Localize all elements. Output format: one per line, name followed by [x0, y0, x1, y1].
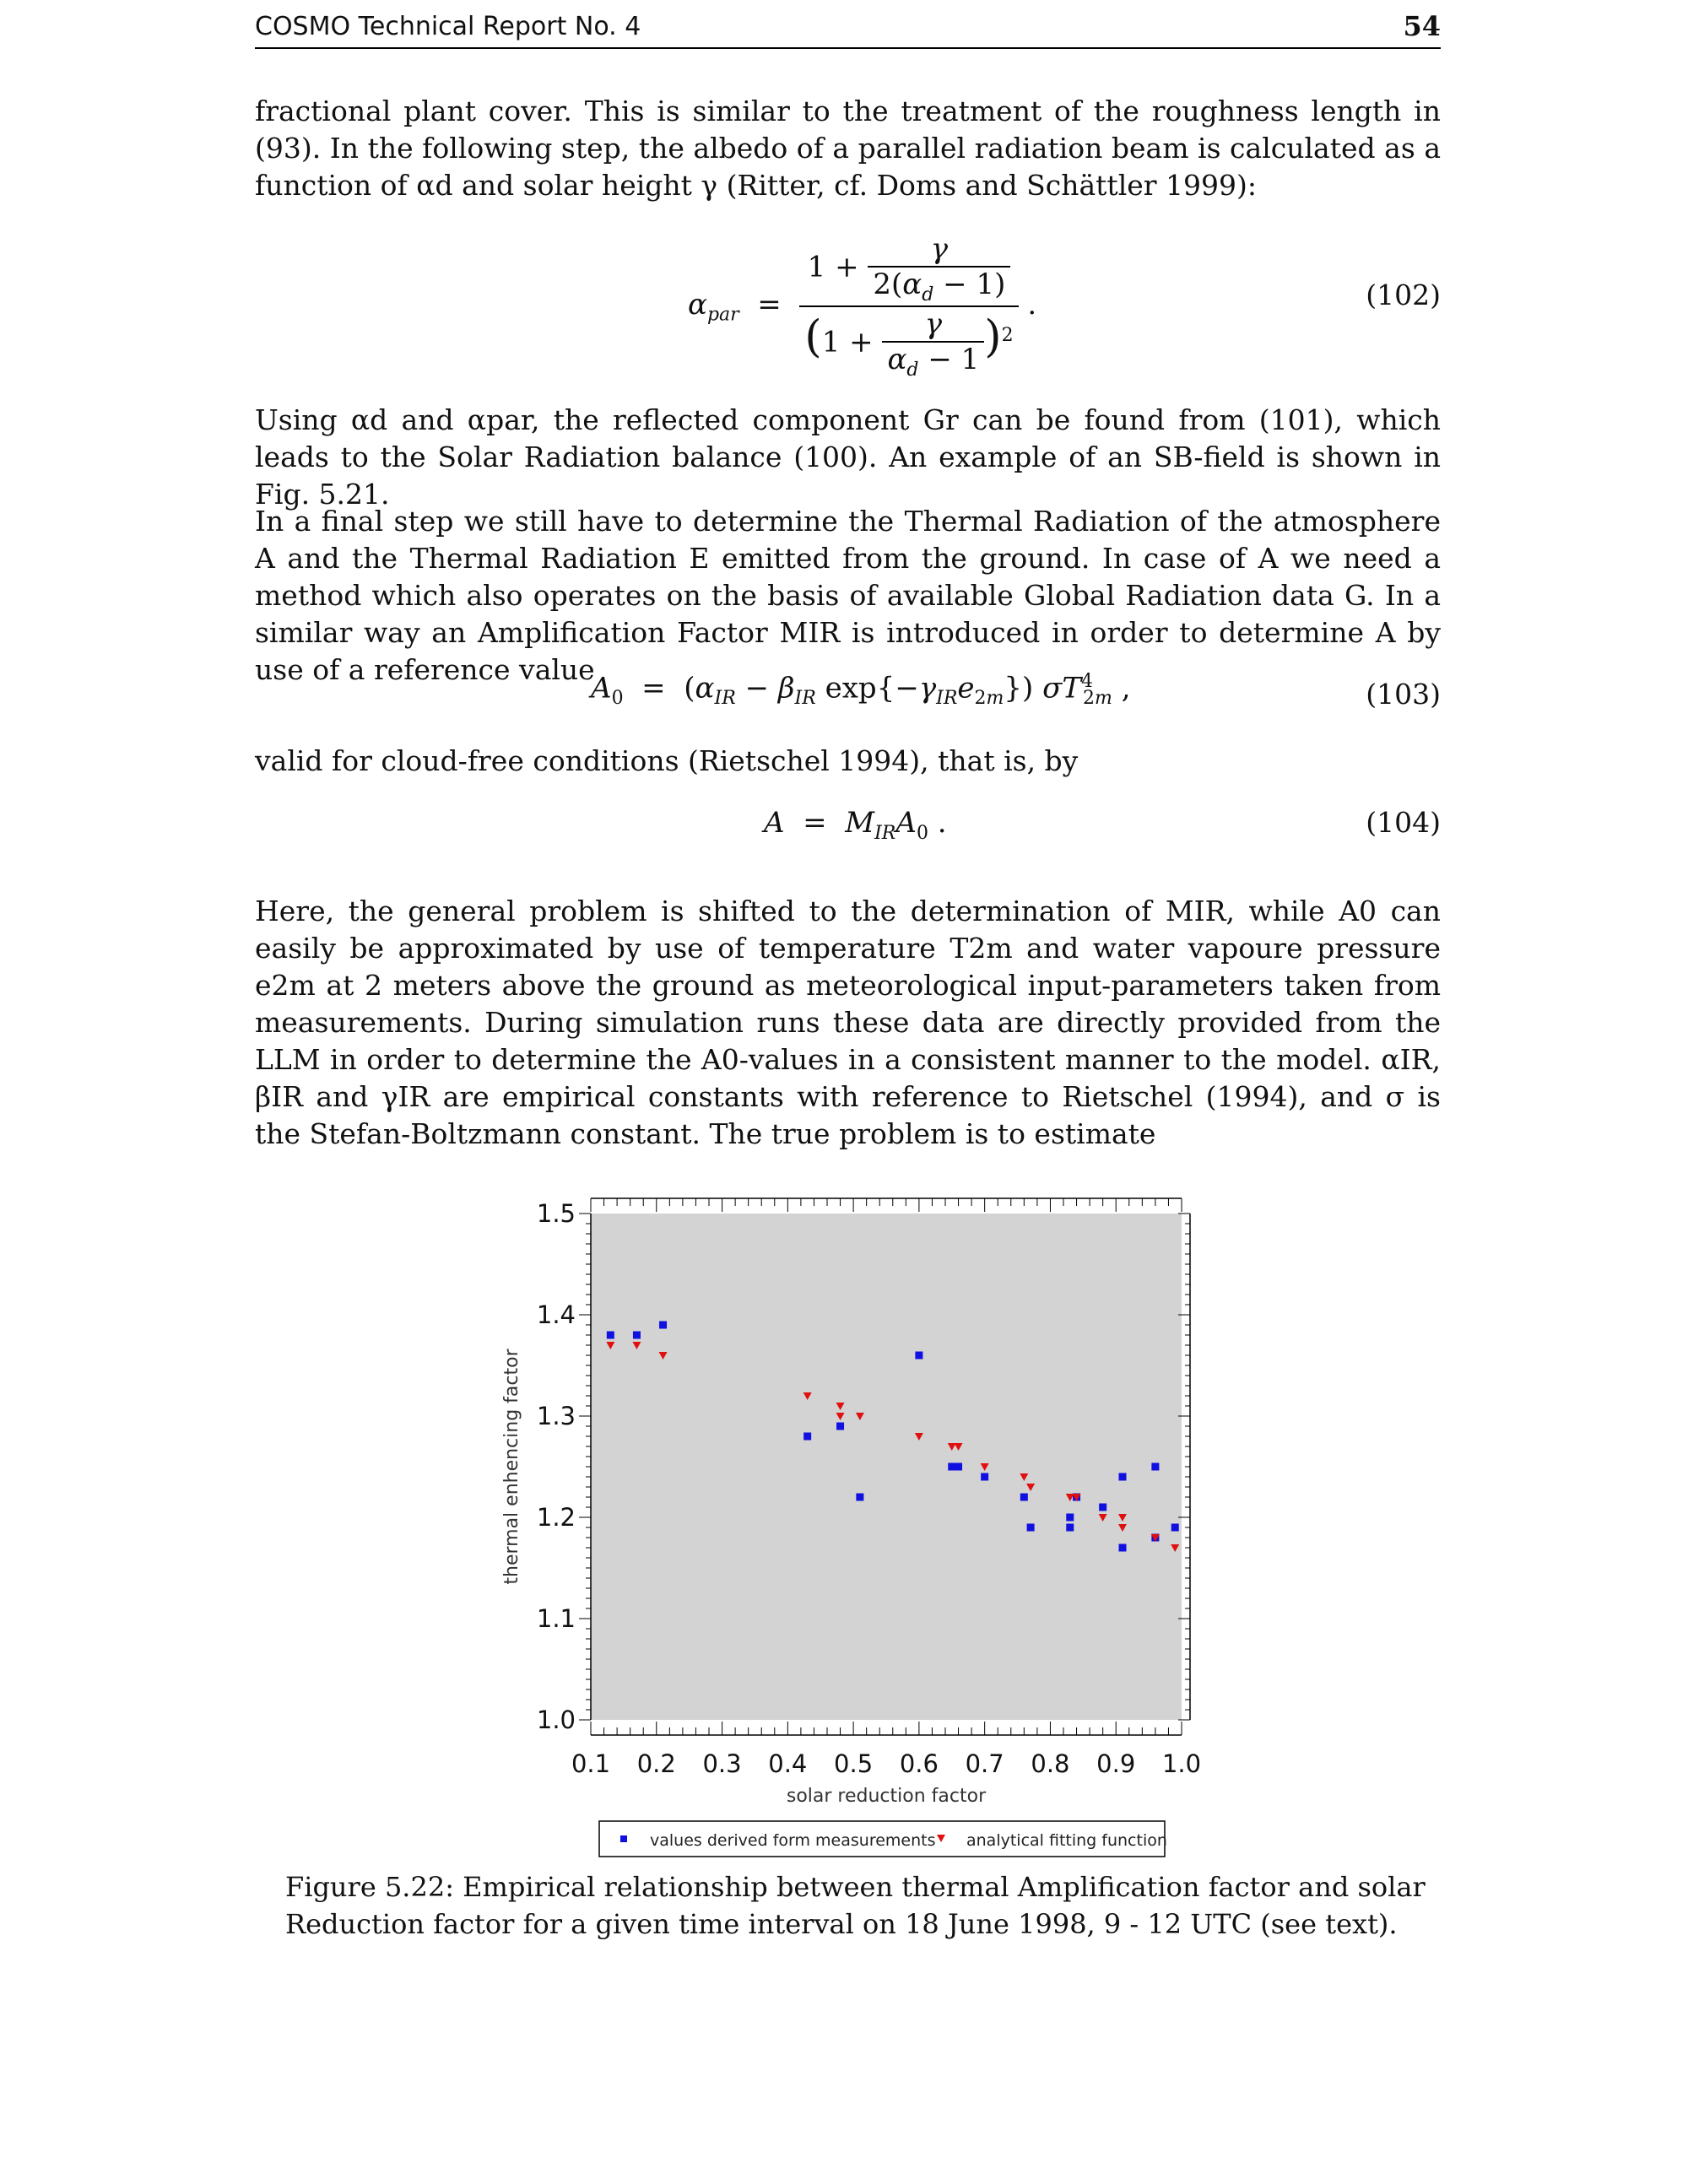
y-tick-label: 1.4 — [536, 1300, 576, 1329]
legend-square-marker — [620, 1835, 627, 1842]
paragraph-5: Here, the general problem is shifted to the determination of MIR, while A0 can easily be approximated by use of temperature T2m and water vapoure pressure e2m at 2 meters above the ground as meteorological input-parameters taken from measurements. During simulation runs these data are directly provided from the LLM in order to determine the A0-values in a consistent manner to the model. αIR, βIR and γIR are empirical constants with reference to Rietschel (1994), and σ is the Stefan-Boltzmann constant. The true problem is to estimate — [255, 895, 1441, 1150]
report-title: COSMO Technical Report No. 4 — [255, 12, 641, 41]
equation-number-104: (104) — [1366, 806, 1441, 839]
paragraph-1: fractional plant cover. This is similar to the treatment of the roughness length in (93). In the following step, the albedo of a parallel radiation beam is calculated as a function of αd and solar height γ (Ritter, cf. Doms and Schättler 1999): — [255, 95, 1441, 202]
data-point-measurement — [607, 1332, 614, 1339]
data-point-measurement — [856, 1494, 863, 1501]
data-point-measurement — [1119, 1473, 1127, 1481]
paragraph-3: In a final step we still have to determine the Thermal Radiation of the atmosphere A and the Thermal Radiation E emitted from the ground. In case of A we need a method which also operates on the basis of available Global Radiation data G. In a similar way an Amplification Factor MIR is introduced in order to determine A by use of a reference value — [255, 505, 1441, 686]
data-point-measurement — [955, 1463, 962, 1471]
x-tick-label: 0.9 — [1096, 1749, 1136, 1778]
equation-103: $A_0 = (\alpha_{IR} - \beta_{IR}$ $\exp\{-\gamma_{IR}e_{2m}\}$) $\sigma T^4_{2m}$ , — [591, 671, 1131, 710]
x-tick-label: 0.7 — [965, 1749, 1004, 1778]
y-tick-label: 1.0 — [536, 1706, 576, 1734]
x-tick-label: 0.8 — [1031, 1749, 1070, 1778]
data-point-measurement — [1099, 1504, 1106, 1511]
figure-caption: Figure 5.22: Empirical relationship between thermal Amplification factor and solar Reduction factor for a given time interval on 18 June 1998, 9 - 12 UTC (see text). — [285, 1871, 1426, 1940]
data-point-measurement — [1171, 1524, 1179, 1532]
data-point-measurement — [1119, 1544, 1127, 1552]
data-point-measurement — [981, 1473, 988, 1481]
y-tick-label: 1.1 — [536, 1604, 576, 1633]
legend-label-measurements: values derived form measurements — [650, 1831, 936, 1850]
data-point-measurement — [1066, 1514, 1074, 1522]
x-tick-label: 0.5 — [834, 1749, 874, 1778]
data-point-measurement — [803, 1433, 811, 1441]
equation-number-103: (103) — [1366, 678, 1441, 711]
y-tick-label: 1.5 — [536, 1199, 576, 1228]
data-point-measurement — [1020, 1494, 1028, 1501]
y-axis-label: thermal enhencing factor — [501, 1349, 522, 1585]
data-point-measurement — [633, 1332, 641, 1339]
data-point-measurement — [948, 1463, 955, 1471]
equation-104: $A = M_{IR}A_0$ . — [764, 806, 947, 844]
paragraph-4: valid for cloud-free conditions (Rietschel 1994), that is, by — [255, 744, 1079, 777]
x-axis-label: solar reduction factor — [786, 1786, 987, 1807]
equation-102: $\alpha_{par}$ = 1 + $\frac{\gamma}{2(\alpha_d - 1)}$ (1 + $\frac{\gamma}{\alpha_d - 1}$ )$^2$ . — [688, 232, 1037, 381]
plot-area — [591, 1214, 1182, 1720]
y-tick-label: 1.3 — [536, 1402, 576, 1430]
equation-number-102: (102) — [1366, 278, 1441, 311]
x-tick-label: 0.3 — [702, 1749, 742, 1778]
x-tick-label: 0.4 — [768, 1749, 808, 1778]
y-tick-label: 1.2 — [536, 1503, 576, 1532]
data-point-measurement — [659, 1322, 667, 1329]
legend-label-fitting: analytical fitting function — [966, 1831, 1167, 1850]
data-point-measurement — [1066, 1524, 1074, 1532]
scatter-chart — [490, 1181, 1215, 1873]
data-point-measurement — [1151, 1463, 1159, 1471]
data-point-measurement — [915, 1352, 922, 1360]
x-tick-label: 0.2 — [636, 1749, 676, 1778]
data-point-measurement — [1027, 1524, 1035, 1532]
x-tick-label: 0.6 — [899, 1749, 939, 1778]
paragraph-2: Using αd and αpar, the reflected component Gr can be found from (101), which leads to the Solar Radiation balance (100). An example of an SB-field is shown in Fig. 5.21. — [255, 403, 1441, 511]
page-header — [255, 8, 1441, 49]
data-point-measurement — [836, 1423, 844, 1430]
x-tick-label: 1.0 — [1161, 1749, 1202, 1778]
page-number: 54 — [1403, 10, 1441, 42]
x-tick-label: 0.1 — [571, 1749, 611, 1778]
